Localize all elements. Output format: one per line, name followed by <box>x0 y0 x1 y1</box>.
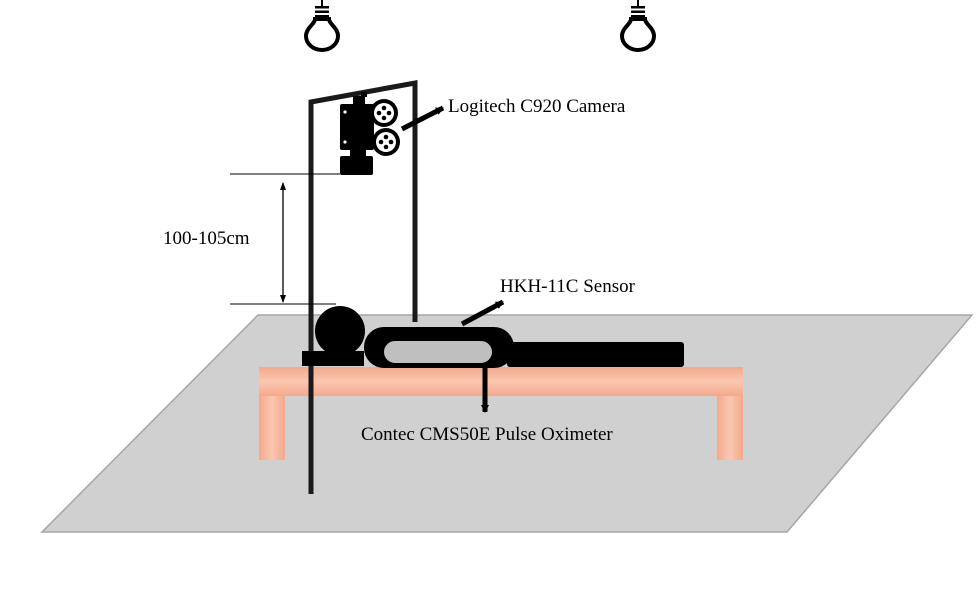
sensor-label: HKH-11C Sensor <box>500 276 635 297</box>
light-bulb-icon <box>306 0 338 50</box>
bed <box>259 367 743 396</box>
oximeter-label: Contec CMS50E Pulse Oximeter <box>361 424 613 445</box>
bed-leg-right <box>717 392 743 460</box>
light-bulb-icon <box>622 0 654 50</box>
camera-icon <box>340 92 400 175</box>
sensor-pad <box>383 340 493 364</box>
distance-label: 100-105cm <box>163 228 250 249</box>
camera-label: Logitech C920 Camera <box>448 96 626 117</box>
camera-pointer-arrow <box>402 108 443 129</box>
bed-leg-left <box>259 392 285 460</box>
